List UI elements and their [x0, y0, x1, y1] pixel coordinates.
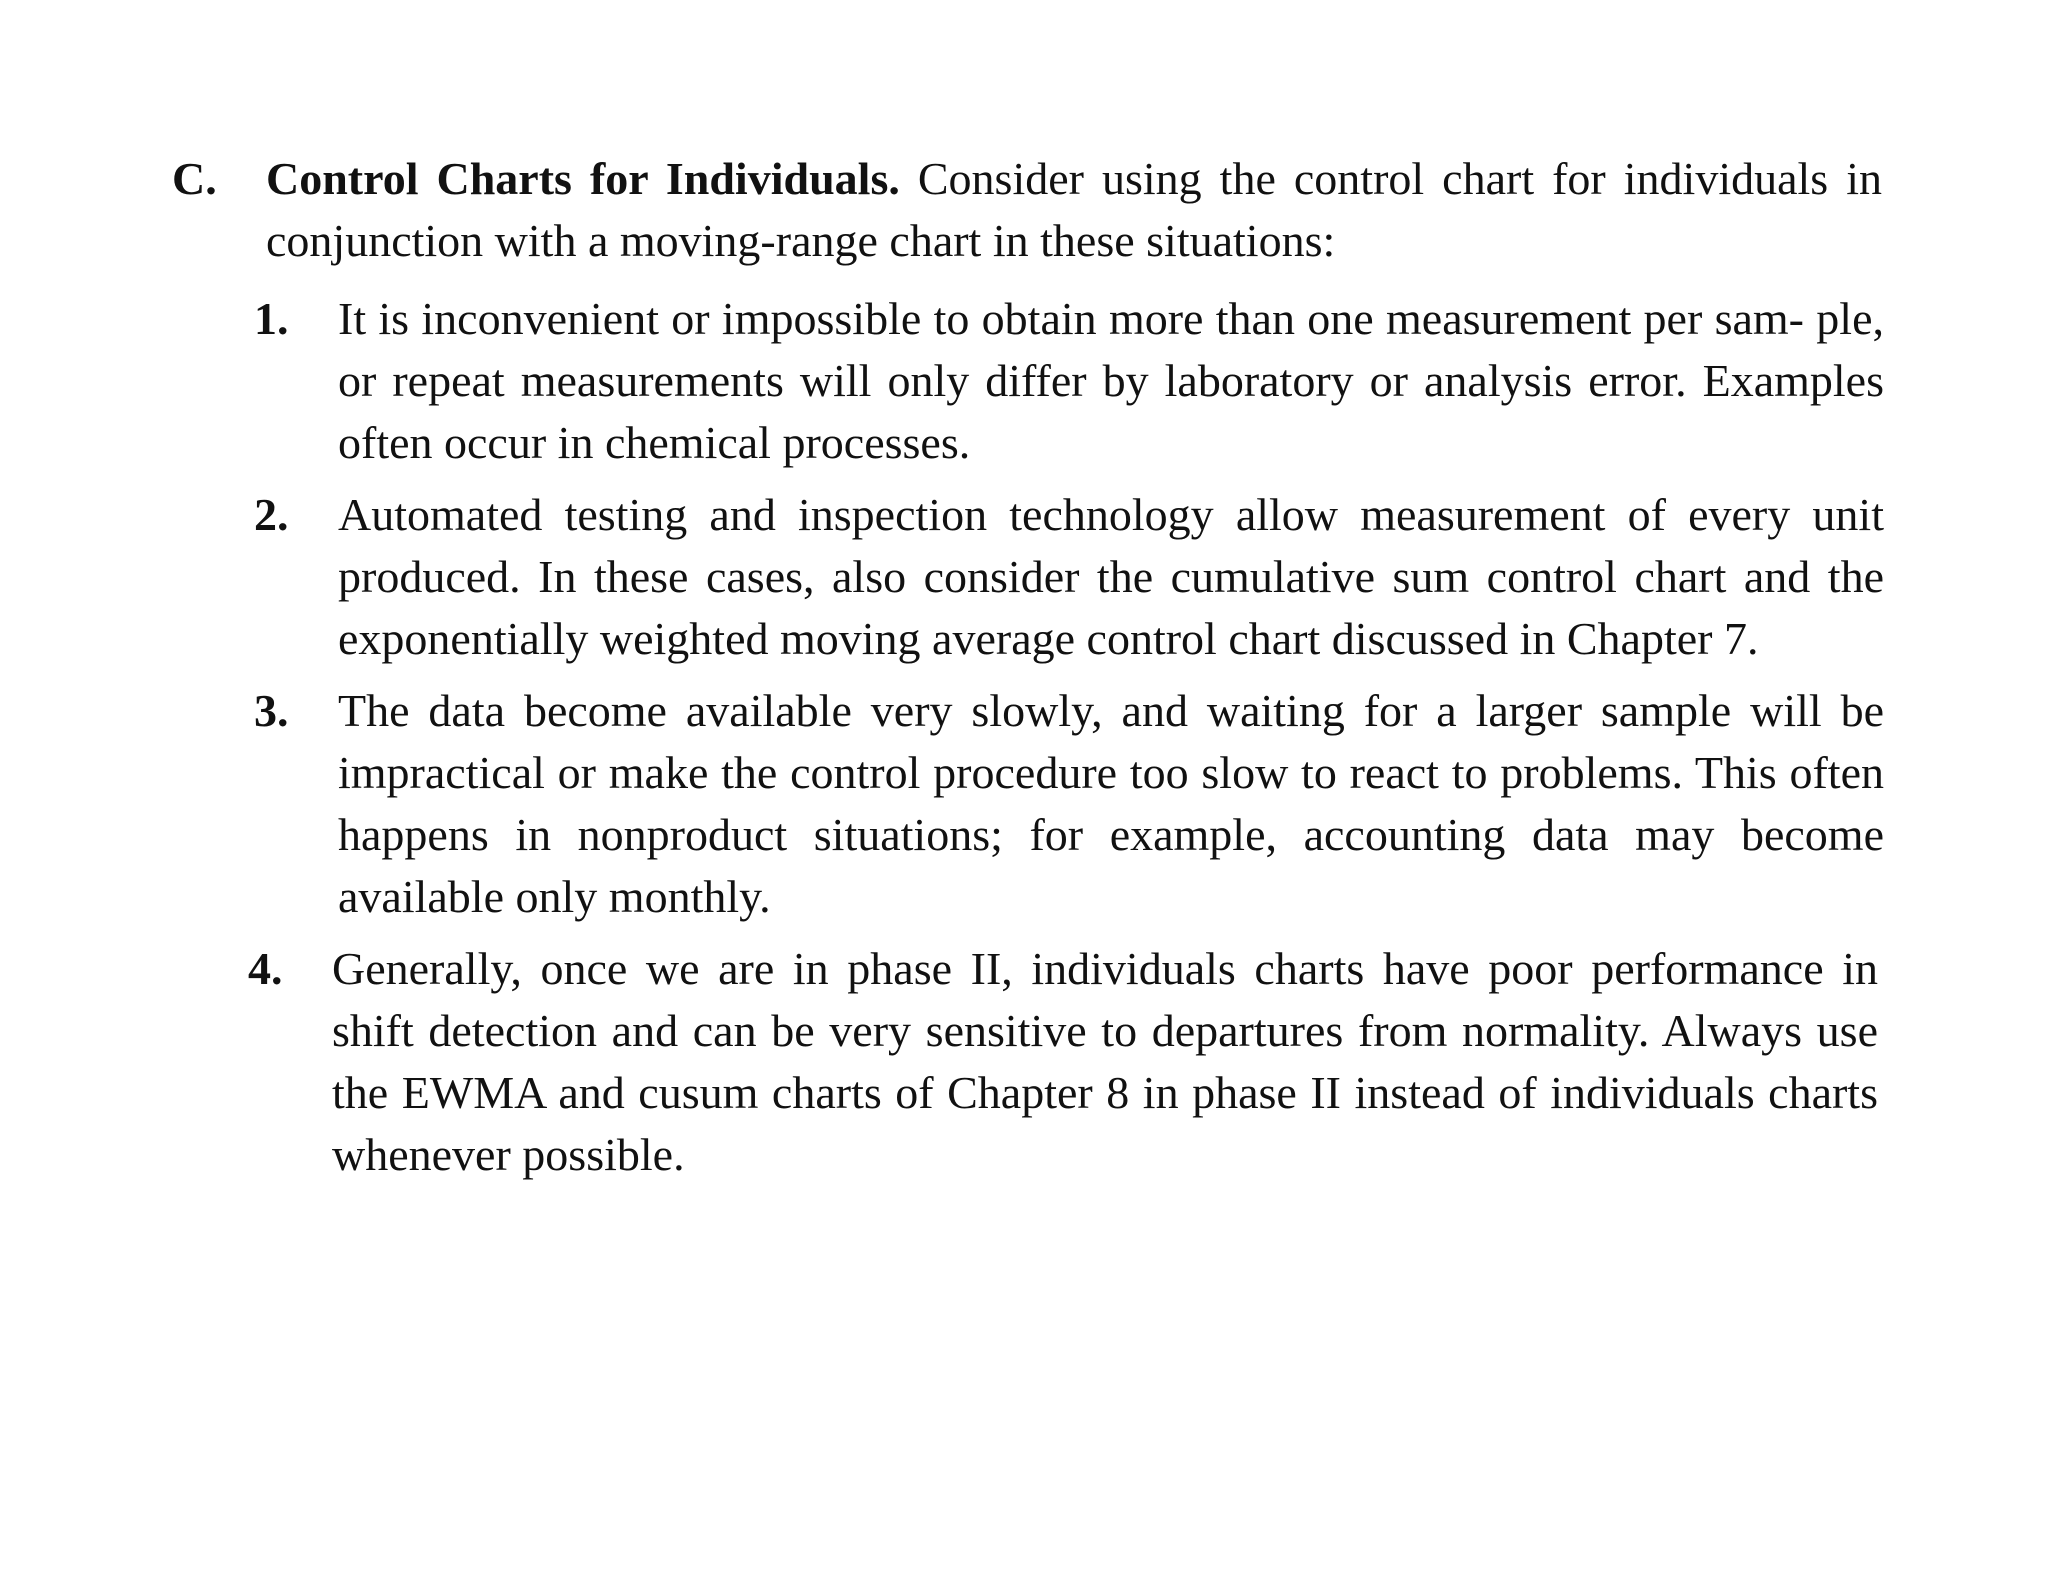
list-item-number: 2.	[254, 489, 289, 540]
list-item-number: 1.	[254, 293, 289, 344]
list-item-text: Generally, once we are in phase II, individuals charts have poor performance in shift detection and can be very sensitive to departures from normality. Always use the EWMA and cusum charts of Chapter 8 in phase II instead of individuals charts whenever possible.	[332, 943, 1878, 1180]
section-heading	[172, 148, 1882, 272]
list-item	[172, 288, 1882, 474]
section-intro-paragraph	[266, 148, 1882, 272]
list-item	[172, 680, 1882, 928]
section-title: Control Charts for Individuals.	[266, 153, 900, 204]
section-intro: Consider using the control chart for individuals in conjunction with a moving-range chart in these situations:	[266, 153, 1882, 266]
list-item-number: 4.	[248, 943, 283, 994]
list-item-number: 3.	[254, 685, 289, 736]
situation-list	[172, 288, 1882, 1186]
list-item	[172, 938, 1882, 1186]
list-item-text: The data become available very slowly, and waiting for a larger sample will be impractical or make the control procedure too slow to react to problems. This often happens in nonproduct situations; for example, accounting data may become available only monthly.	[338, 685, 1884, 922]
list-item-text: It is inconvenient or impossible to obtain more than one measurement per sam- ple, or repeat measurements will only differ by laboratory or analysis error. Examples often occur in chemical processes.	[338, 293, 1884, 468]
section-letter: C.	[172, 153, 217, 204]
list-item-text: Automated testing and inspection technology allow measurement of every unit produced. In these cases, also consider the cumulative sum control chart and the exponentially weighted moving average control chart discussed in Chapter 7.	[338, 489, 1884, 664]
section-c	[172, 148, 1882, 1196]
list-item	[172, 484, 1882, 670]
